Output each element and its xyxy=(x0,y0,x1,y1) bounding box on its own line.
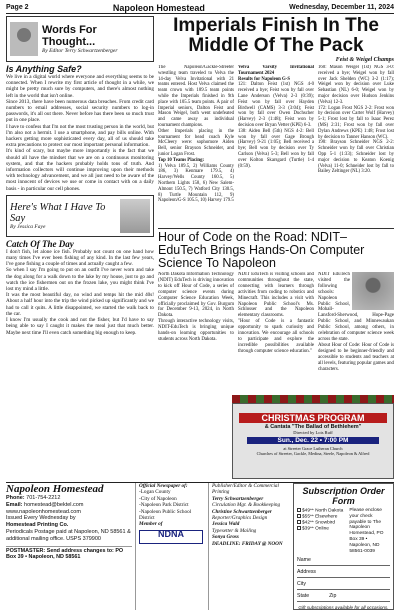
staff-title: Circulation Mgr. & Bookkeeping xyxy=(212,502,281,509)
staff-list xyxy=(208,483,290,610)
teams-heading: Top 10 Teams Placing: xyxy=(158,157,205,163)
email-label: Email: xyxy=(6,501,23,508)
catch-paragraph: It was the most beautiful day, no wind and temps hit the mid 40s! About a half hour into the trip the wind picked up significantly and we had to call it quits. A little disappointed, we started the walk back to the car. xyxy=(6,292,154,317)
hoc-text: North Dakota Information Technology (NDIT) EduTech is driving innovation to kick off Hour of Code, a series of computer science events during Computer Science Education Week, officially proclaimed by Gov. Burgum for December 9-13, 2024, in North Dakota. xyxy=(158,272,234,319)
subscription-rates xyxy=(297,508,390,554)
sav-paragraph: I have to confess that I'm not the most trusting person in the world, but I'm also not a hermit. I use a smartphone, and pay bills online. With hackers getting more sophisticated every day, all of us should take extra precautions to protect our most important personal information. xyxy=(6,123,154,149)
catch-paragraph: I know I'm usually the cook and not the fisher, but I'd have to say being able to say I caught it makes the meal just that much better. Maybe next time I'll even catch something big enough to keep. xyxy=(6,317,154,336)
phone-label: Phone: xyxy=(6,495,25,501)
subscription-footer: Gift subscriptions available for all occasions. xyxy=(298,605,389,611)
company-name: Homestead Printing Co. xyxy=(6,522,69,529)
ad-title: CHRISTMAS PROGRAM xyxy=(239,413,387,423)
hoc-photo-icon xyxy=(352,272,394,310)
ad-date: Sun., Dec. 22 • 7:00 PM xyxy=(247,437,379,444)
lead-col-1 xyxy=(158,65,234,225)
lead-text: 172: Logan Frost NGS 2-2: Frost won by decision over Carter Wolf (Harvey) 5-1; Frost lost by fall to Isaac Perez (MS) 2:31; Frost won by fall over Dylan Andrews (KPE) 1:48; Frost lost by decision to Tanner Hanson (WC). xyxy=(318,105,394,140)
official-item: -Napoleon Public School District xyxy=(139,508,192,522)
official-heading: Official Newspaper of: xyxy=(139,483,188,489)
sav-paragraph: Since 2013, there have been numerous data breaches. From credit card numbers to email addresses, social security numbers to log-in passwords, it's all out there. Never before has there been so much trust put in one place. xyxy=(6,98,154,124)
zip-field[interactable]: Zip xyxy=(329,593,337,600)
catch-heading: Catch Of The Day xyxy=(6,238,74,249)
hoc-text: "Hour of Code is a fantastic opportunity to spark curiosity and innovation. We encourage all schools to participate and explore the incredible possibilities available through computer science education." xyxy=(238,319,314,354)
right-area xyxy=(158,16,394,402)
checkbox-icon[interactable] xyxy=(297,520,301,524)
results-heading: Velva Varsity Invitational Tournament 2024 xyxy=(238,65,314,76)
ad-churches: Churches of Streeter, Gackle, Medina, Steele, Napoleon & Alfred xyxy=(256,451,370,456)
masthead xyxy=(6,3,394,14)
staff-name: Terry Schwartzenberger xyxy=(212,495,264,502)
publisher-info xyxy=(6,483,132,610)
words-title: Words For Thought... xyxy=(42,24,97,48)
hoc-text: NDIT EduTech is visiting schools and communities throughout the state, connecting with learners through activities from coding to robotics and Minecraft. This includes a visit with Napoleon Public School's Ms. Schlosser and the Napoleon elementary classrooms. xyxy=(238,272,314,319)
catch-paragraph: I don't fish, let alone ice fish. Probably not count on one hand how many times I've ever been fishing of any kind. In the last few years, I've gone fishing a couple of times and actually caught a few. xyxy=(6,248,154,268)
lead-text: 121: Dalton Feist (1st) NGS 4-0 received a bye; Feist won by fall over Lane Anderson (Velva) 2-3 (0:39); Feist won by fall over Hayden Birdwell (CAMS) 3-3 (3:04); Feist won by fall over Owen Duchscher (Harvey) 2-3 (1:48); Feist won by decision over Bryan Vetter (KPE) 6-3. xyxy=(238,82,314,128)
left-column xyxy=(6,16,154,480)
subscription-form xyxy=(293,483,394,610)
columnist-photo-icon xyxy=(120,199,150,233)
subscription-heading: Subscription Order Form xyxy=(302,486,385,506)
is-anything-safe-heading: Is Anything Safe? xyxy=(6,64,82,74)
phone-number: 701-754-2212 xyxy=(26,495,61,501)
subscription-note: Please enclose your check payable to The Napoleon Homestead, PO Box 39 • Napoleon, ND 58561-0039 xyxy=(349,508,384,554)
masthead-title: Napoleon Homestead xyxy=(112,2,205,13)
words-byline: By Editor Terry Schwartzenberger xyxy=(42,48,118,54)
hoc-article xyxy=(158,272,394,402)
issued-text: Issued Every Wednesday by xyxy=(6,515,76,522)
lead-headline: Imperials Finish In The Middle Of The Pack xyxy=(173,15,379,56)
lead-article xyxy=(158,65,394,225)
postmaster-text: POSTMASTER: Send address changes to: PO Box 39 • Napoleon, ND 58561 xyxy=(6,546,132,561)
hoc-text: Through interactive technology visits, NDIT-EduTech is bringing unique hands-on learning opportunities to students across North Dakota. xyxy=(158,319,234,342)
staff-title: Reporter/Graphics Design xyxy=(212,515,268,522)
rate-option[interactable]: $39** Online xyxy=(297,526,343,532)
lead-text: The Napoleon/Gackle-Streeter wrestling team traveled to Velva the 14-day Velva Invitational with 21 teams entered. Host Velva claimed the team crown with 189.5 team points while the Imperials finished in 9th place with 105.5 team points. A pair of Imperial seniors, Dalton Feist and Mason Weigel, both went undefeated and came away as individual tournament champions. xyxy=(158,65,234,128)
lead-text: 160: Mason Weigel (1st) NGS 3-0: received a bye; Weigel won by fall over Jack Shelden (WC) 3-2 (1:17); Weigel won by decision over Luke Sebastian (NL) 6-0; Weigel won by major decision over Hudson Jenkins (Velva) 12-3. xyxy=(318,65,394,105)
official-item: -City of Napoleon xyxy=(139,495,177,502)
sav-paragraph: We live in a digital world where everyone and everything seems to be connected. When I rewrite my first article of thought in a while, we might be pretty much sure by computers, and there's almost nothing left in the world that isn't online. xyxy=(6,74,154,99)
checkbox-icon[interactable] xyxy=(297,508,301,512)
deadline-text: DEADLINE: FRIDAY @ NOON xyxy=(212,540,283,547)
checkbox-icon[interactable] xyxy=(297,526,301,530)
website-link[interactable]: www.napoleonhomestead.com xyxy=(6,508,81,515)
postage-text: Periodicals Postage paid at Napoleon, ND 58561 & additional mailing office. USPS 379900 xyxy=(6,528,131,542)
lead-col-2 xyxy=(238,65,314,225)
words-for-thought-header xyxy=(6,16,154,62)
teams-list: 1) Velva 189.5, 2) Williams County 186, 3) Kenmare 179.5, 4) Harvey/Wells County 160.5, 5) Northern Lights 158, 6) New Salem-Almont 150.5, 7) Watford City 130.5, 8) Turtle Mountain 112, 9) Napoleon/G-S 105.5, 10) Harvey 179.5 xyxy=(158,163,234,204)
email-link[interactable]: homestead@bektel.com xyxy=(24,501,84,508)
state-field[interactable]: State xyxy=(297,593,310,600)
address-field[interactable]: Address xyxy=(297,569,390,578)
rate-option[interactable]: $42** Snowbird xyxy=(297,520,343,526)
rate-option[interactable]: $49** North Dakota xyxy=(297,508,343,514)
lead-byline: Feist & Weigel Champs xyxy=(335,57,394,63)
footer-strip xyxy=(6,482,394,610)
hoc-text: NDIT EduTech visited the following schools: Napoleon Public School, Mohall-Lansford-Sherwood, Hope-Page Public School, and Minnewaukan Public School, among others, in celebration of computer science week across the state. xyxy=(318,272,394,342)
official-item: -Logan County xyxy=(139,489,171,496)
editor-photo-icon xyxy=(10,22,38,56)
ndna-logo-icon: NDNA xyxy=(139,530,203,544)
staff-name: Jessica Wald xyxy=(212,521,240,528)
ad-venue: at Streeter Grace Lutheran Church xyxy=(283,446,343,451)
hoc-text: About Hour of Code: Hour of Code is designed to be beginner-friendly and accessible to students and teachers at all levels, featuring popular games and characters. xyxy=(318,342,394,372)
staff-name: Christine Schwartzenberger xyxy=(212,508,272,515)
staff-title: Typesetter & Mailing xyxy=(212,527,257,534)
hoc-col-3 xyxy=(318,272,394,402)
official-item: -Napoleon Park District xyxy=(139,502,189,509)
member-label: Member of xyxy=(139,521,163,528)
staff-title: Publisher/Editor & Commercial Printing xyxy=(212,483,279,496)
issue-date: Wednesday, December 11, 2024 xyxy=(289,4,394,11)
ad-director: Directed by Lois Ruff xyxy=(293,430,333,435)
catch-paragraph: So when I say I'm going to put on an outfit I've never worn and take the dog along for a walk down to the lake by my house, just to go and watch the ice fishermen out on the frozen lake, you might think I've lost my mind a little. xyxy=(6,267,154,293)
lead-col-3 xyxy=(318,65,394,225)
results-sub: Results for Napoleon G-S xyxy=(238,76,291,82)
publisher-name: Napoleon Homestead xyxy=(6,483,104,495)
hoc-headline: Hour of Code on the Road: NDIT–EduTech Brings Hands-On Computer Science To Napoleon xyxy=(158,228,394,270)
checkbox-icon[interactable] xyxy=(297,514,301,518)
city-field[interactable]: City xyxy=(297,581,390,590)
staff-name: Sonya Gross xyxy=(212,534,239,541)
state-zip-row xyxy=(297,593,390,602)
official-newspaper xyxy=(135,483,205,610)
rate-option[interactable]: $55** Elsewhere xyxy=(297,514,343,520)
sav-paragraph: It's kind of scary, but maybe more importantly is the fact that we should all have the mindset that we are on a continuous monitoring system, and that the hackers probably holds tons of truth. And information collectors will continue improving upon their methods with technology advancement, and we all just need to be aware of the most innocent of devices we use or come in contact with on a daily basis - in particular our cell phones. xyxy=(6,148,154,192)
hw-byline: By Jessica Faye xyxy=(10,223,46,230)
page-number: Page 2 xyxy=(6,4,29,11)
lead-text: Other Imperials placing in the tournament for head coach Kyle McCleery were: sophomore Aiden Bell, senior Brayson Schneider, and junior Logan Frost. xyxy=(158,128,234,157)
lead-text: 190: Brayson Schneider NGS 2-2: Schneider won by fall over Christian Opp 5-1 (1:33); Schneider lost by major decision to Keaton Koenig (Velva) 11-0; Schneider lost by fall to Bailey Zeltinger (NL) 3:20. xyxy=(318,140,394,175)
hw-title: Here's What I Have To Say xyxy=(10,201,106,224)
name-field[interactable]: Name xyxy=(297,557,390,566)
christmas-program-ad xyxy=(232,403,394,479)
hoc-col-1 xyxy=(158,272,234,402)
heres-what-header xyxy=(6,195,154,237)
lead-text: 138: Aiden Bell (5th) NGS 4-2: Bell won by fall over Gage Brough (Harvey) 9-21 (1:05); Bell received a bye; Bell won by decision over Ty Carlson (Velva) 5-3; Bell won by fall over Kolton Skarsgard (Turtle) 1-4 (0:59). xyxy=(238,128,314,169)
ad-subtitle: & Cantata "The Ballad of Bethlehem" xyxy=(264,424,362,430)
hoc-col-2 xyxy=(238,272,314,402)
